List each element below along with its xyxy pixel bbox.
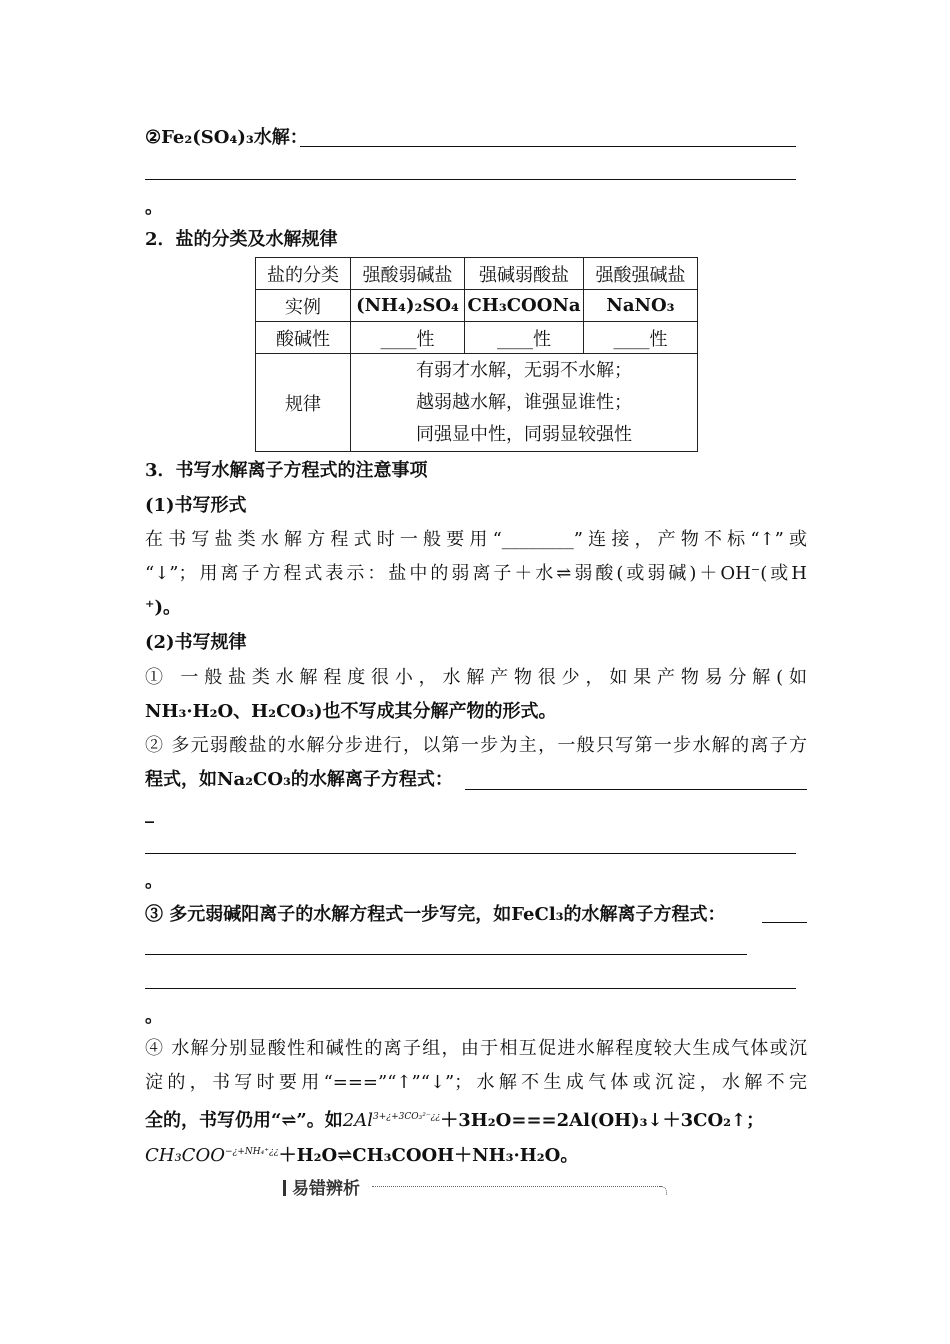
table-cell-blank[interactable]: ____性 <box>584 322 698 354</box>
period: 。 <box>145 871 163 892</box>
q2-line <box>145 126 308 150</box>
section-label <box>283 1174 360 1199</box>
paragraph-line: ① 一般盐类水解程度很小，水解产物很少，如果产物易分解(如 <box>145 667 807 688</box>
paragraph-line: ④ 水解分别显酸性和碱性的离子组，由于相互促进水解程度较大生成气体或沉 <box>145 1038 807 1059</box>
table-cell: 实例 <box>256 290 351 322</box>
section-title: 2．盐的分类及水解规律 <box>145 229 338 250</box>
table-header: 强酸强碱盐 <box>584 258 698 290</box>
paragraph-line: 程式，如Na₂CO₃的水解离子方程式： <box>145 769 453 790</box>
text-span: ＋H₂O⇌CH₃COOH＋NH₃·H₂O。 <box>278 1145 579 1166</box>
period: 。 <box>145 197 163 218</box>
q2-label: ②Fe₂(SO₄)₃水解： <box>145 127 308 148</box>
formula-ch3coo: CH₃COO <box>145 1145 225 1166</box>
paragraph-line <box>145 1105 764 1133</box>
table-row <box>256 354 698 452</box>
answer-blank[interactable] <box>145 179 796 180</box>
answer-blank[interactable] <box>465 789 807 790</box>
period: 。 <box>145 1006 163 1027</box>
table-row <box>256 290 698 322</box>
table-header: 强碱弱酸盐 <box>465 258 584 290</box>
text-span: 全的，书写仍用“⇌”。如 <box>145 1110 343 1131</box>
paragraph-line: NH₃·H₂O、H₂CO₃)也不写成其分解产物的形式。 <box>145 701 557 722</box>
table-cell: (NH₄)₂SO₄ <box>351 290 465 322</box>
answer-blank[interactable] <box>145 954 747 955</box>
section-bar-icon <box>283 1180 286 1196</box>
divider <box>372 1186 662 1187</box>
answer-blank[interactable] <box>762 922 807 923</box>
table-cell: CH₃COONa <box>465 290 584 322</box>
table-cell: 规律 <box>256 354 351 452</box>
subsection-title: (1)书写形式 <box>145 495 247 516</box>
table-header: 强酸弱碱盐 <box>351 258 465 290</box>
dash: _ <box>145 803 154 824</box>
section-label-text: 易错辨析 <box>292 1179 360 1199</box>
answer-blank[interactable] <box>300 146 796 147</box>
paragraph-line: “↓”；用离子方程式表示：盐中的弱离子＋水⇌弱酸(或弱碱)＋OH⁻(或H <box>145 563 807 584</box>
salt-classification-table <box>255 257 698 452</box>
formula-al: 2Al <box>342 1110 374 1131</box>
paragraph-line: ② 多元弱酸盐的水解分步进行，以第一步为主，一般只写第一步水解的离子方 <box>145 735 807 756</box>
formula-superscript: 3+¿+3CO₃²⁻¿¿ <box>373 1112 441 1122</box>
table-cell-blank[interactable]: ____性 <box>351 322 465 354</box>
divider-end <box>660 1186 667 1195</box>
paragraph-line <box>145 1140 578 1168</box>
paragraph-line: 在书写盐类水解方程式时一般要用“________”连接，产物不标“↑”或 <box>145 529 807 550</box>
paragraph-line: 淀的，书写时要用“===”“↑”“↓”；水解不生成气体或沉淀，水解不完 <box>145 1072 807 1093</box>
rule-line: 同强显中性，同弱显较强性 <box>416 423 632 445</box>
table-row <box>256 258 698 290</box>
paragraph-line: ⁺)。 <box>145 597 182 618</box>
rule-line: 越弱越水解，谁强显谁性； <box>416 391 632 413</box>
table-cell: NaNO₃ <box>584 290 698 322</box>
section-title: 3．书写水解离子方程式的注意事项 <box>145 460 428 481</box>
table-cell-rule <box>351 354 698 452</box>
table-cell: 酸碱性 <box>256 322 351 354</box>
answer-blank[interactable] <box>145 853 796 854</box>
table-row <box>256 322 698 354</box>
subsection-title: (2)书写规律 <box>145 632 247 653</box>
rule-line: 有弱才水解，无弱不水解； <box>416 359 632 381</box>
text-span: ＋3H₂O===2Al(OH)₃↓＋3CO₂↑； <box>440 1110 765 1131</box>
table-cell-blank[interactable]: ____性 <box>465 322 584 354</box>
answer-blank[interactable] <box>145 988 796 989</box>
formula-superscript: −¿+NH₄⁺¿¿ <box>224 1147 279 1157</box>
table-header: 盐的分类 <box>256 258 351 290</box>
paragraph-line: ③ 多元弱碱阳离子的水解方程式一步写完，如FeCl₃的水解离子方程式： <box>145 904 726 925</box>
